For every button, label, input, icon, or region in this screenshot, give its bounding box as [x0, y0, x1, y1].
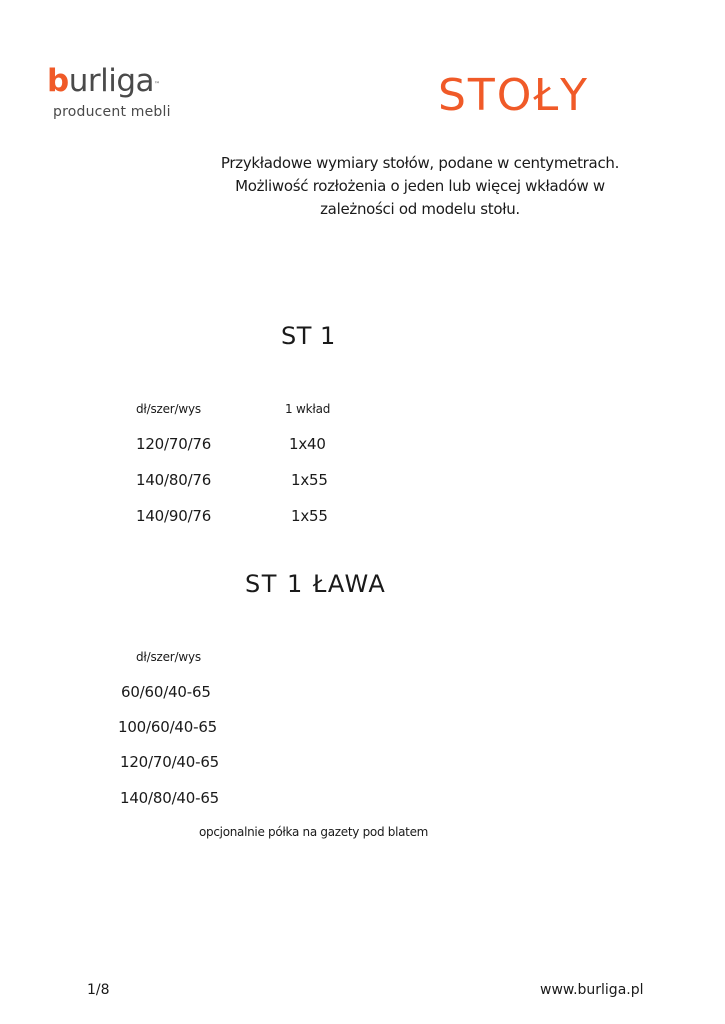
list-item-dims: 100/60/40-65: [118, 718, 218, 736]
table-cell-dims: 140/90/76: [136, 507, 212, 525]
st1-col-insert-header: 1 wkład: [285, 402, 331, 416]
page-title: STOŁY: [438, 70, 590, 121]
list-item-dims: 140/80/40-65: [120, 789, 220, 807]
st1lawa-col-dims-header: dł/szer/wys: [136, 650, 201, 664]
intro-line: Możliwość rozłożenia o jeden lub więcej wkładów w: [235, 177, 605, 195]
intro-line: zależności od modelu stołu.: [320, 200, 520, 218]
table-cell-insert: 1x40: [289, 435, 326, 453]
shelf-note: opcjonalnie półka na gazety pod blatem: [199, 825, 429, 839]
list-item-dims: 120/70/40-65: [120, 753, 220, 771]
list-item-dims: 60/60/40-65: [121, 683, 211, 701]
section-heading-st1: ST 1: [281, 322, 336, 350]
st1-col-dims-header: dł/szer/wys: [136, 402, 201, 416]
intro-text: [200, 152, 640, 221]
table-cell-dims: 120/70/76: [136, 435, 212, 453]
brand-logo: [47, 63, 187, 123]
website-link[interactable]: www.burliga.pl: [540, 982, 644, 998]
logo-tagline: producent mebli: [53, 104, 171, 120]
logo-wordmark: burliga™: [47, 63, 160, 99]
table-cell-insert: 1x55: [291, 471, 328, 489]
page-number: 1/8: [87, 982, 110, 998]
intro-line: Przykładowe wymiary stołów, podane w centymetrach.: [220, 154, 620, 172]
table-cell-dims: 140/80/76: [136, 471, 212, 489]
table-cell-insert: 1x55: [291, 507, 328, 525]
section-heading-st1-lawa: ST 1 ŁAWA: [245, 570, 387, 598]
